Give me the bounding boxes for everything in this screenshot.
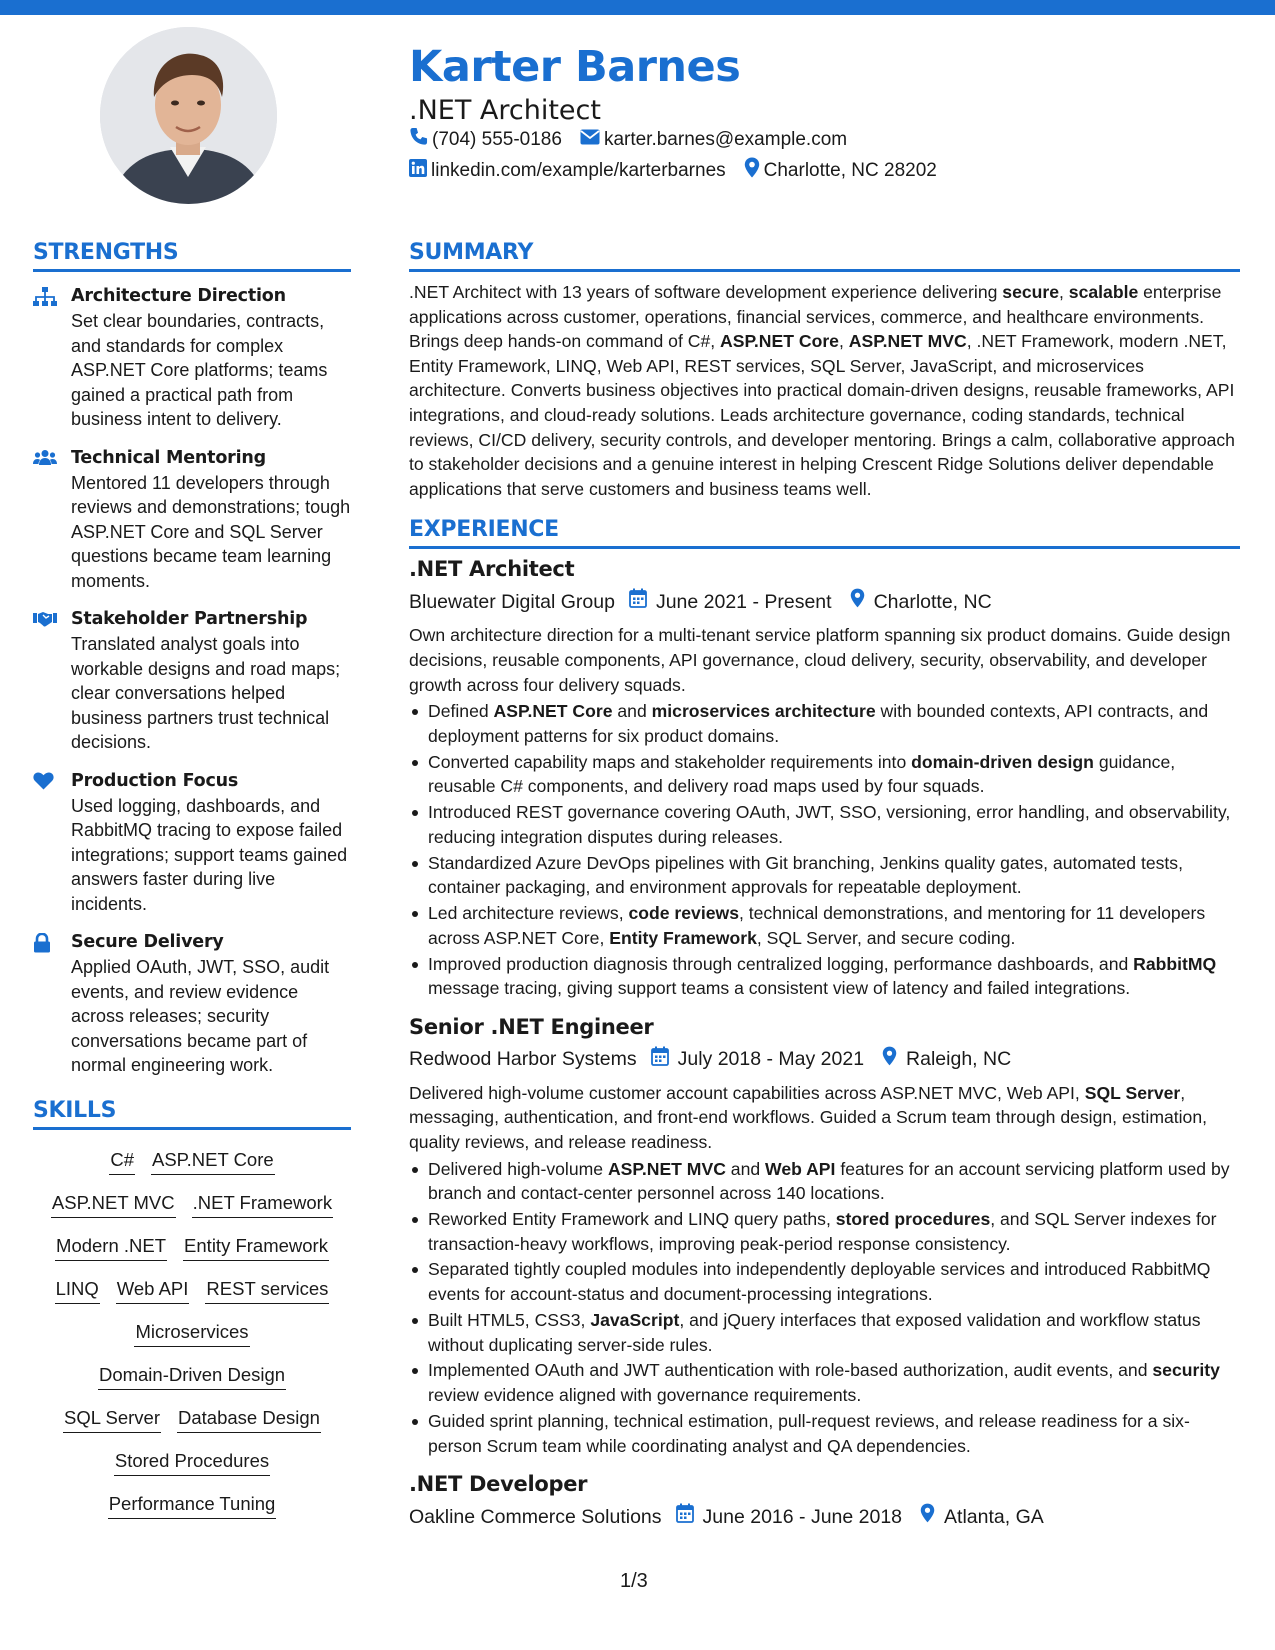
bullet-text: Guided sprint planning, technical estimation, pull-request reviews, and release readiness for a six-person Scrum team while coordinating analyst and QA dependencies.: [428, 1410, 1190, 1456]
bullet-text: Improved production diagnosis through centralized logging, performance dashboards, and: [428, 953, 1134, 974]
job-entry: [409, 555, 1240, 1000]
strength-desc: Translated analyst goals into workable designs and road maps; clear conversations helped business partners trust technical decisions.: [71, 634, 341, 752]
bullet-bold: microservices architecture: [651, 701, 876, 722]
job-dates: June 2016 - June 2018: [702, 1505, 903, 1528]
bullet-text: Separated tightly coupled modules into independently deployable services and introduced RabbitMQ events for account-status and document-processing integrations.: [428, 1259, 1211, 1305]
date-item: [651, 1046, 864, 1073]
strength-title: Architecture Direction: [71, 286, 286, 306]
job-bullets: [409, 699, 1240, 1001]
company-name: Oakline Commerce Solutions: [409, 1505, 662, 1528]
map-pin-icon: [920, 1503, 944, 1530]
contact-row-2: [409, 157, 955, 184]
email-item: [580, 129, 847, 151]
summary-part: ,: [1059, 282, 1069, 302]
company-name: Bluewater Digital Group: [409, 590, 615, 613]
bullet-bold: JavaScript: [590, 1309, 680, 1330]
bullet-text: message tracing, giving support teams a consistent view of latency and failed integrations.: [428, 978, 1131, 999]
bullet-text: , and SQL Server indexes for transaction-heavy workflows, improving peak-period response consistency.: [428, 1209, 1217, 1254]
linkedin-icon: [409, 159, 431, 183]
skill-tag: .NET Framework: [192, 1187, 333, 1218]
bullet-item: [409, 1409, 1240, 1458]
job-meta: [409, 1046, 1240, 1073]
skill-tag: Web API: [116, 1273, 190, 1304]
job-dates: June 2021 - Present: [655, 590, 832, 613]
strength-item: [33, 770, 351, 917]
job-location: Atlanta, GA: [944, 1505, 1044, 1528]
job-title: .NET Architect: [409, 557, 575, 582]
bullet-bold: domain-driven design: [911, 751, 1094, 772]
bullet-text: with bounded contexts, API contracts, and deployment patterns for six product domains.: [428, 701, 1209, 746]
strength-title: Production Focus: [71, 770, 239, 791]
bullet-bold: code reviews: [628, 903, 739, 924]
job-meta: [409, 1503, 1240, 1530]
bullet-item: [409, 750, 1240, 799]
company-name: Redwood Harbor Systems: [409, 1048, 637, 1071]
bullet-item: [409, 1157, 1240, 1206]
summary-text: [409, 280, 1240, 501]
skill-tag: REST services: [205, 1273, 329, 1304]
strength-title: Technical Mentoring: [71, 447, 266, 468]
bullet-bold: ASP.NET Core: [493, 701, 613, 722]
skill-tag: LINQ: [55, 1273, 100, 1304]
calendar-icon: [651, 1046, 678, 1073]
bullet-text: features for an account servicing platform used by branch and contact-center personnel across 140 locations.: [428, 1158, 1230, 1204]
map-pin-icon: [850, 588, 874, 615]
location-meta: [920, 1503, 1044, 1530]
right-column: [409, 240, 1240, 1530]
heart-icon: [33, 770, 71, 917]
phone-item: [409, 127, 562, 152]
bullet-item: [409, 1207, 1240, 1256]
candidate-name: Karter Barnes: [409, 42, 741, 92]
calendar-icon: [629, 588, 656, 615]
page-number: 1/3: [620, 1570, 648, 1592]
summary-bold: ASP.NET Core: [720, 331, 839, 352]
phone-icon: [409, 127, 432, 152]
location-meta: [882, 1046, 1011, 1073]
summary-part: , .NET Framework, modern .NET, Entity Framework, LINQ, Web API, REST services, SQL Server, JavaScript, and microservices architecture. Converts business objectives into practical domain-driven designs, reusable frameworks, API integrations, and cloud-ready solutions. Leads architecture governance, coding standards, technical reviews, CI/CD delivery, security controls, and developer mentoring. Brings a calm, collaborative approach to stakeholder decisions and a genuine interest in helping Crescent Ridge Solutions deliver dependable applications that serve customers and business teams well.: [409, 331, 1235, 499]
bullet-text: Implemented OAuth and JWT authentication with role-based authorization, audit events, and: [428, 1360, 1153, 1381]
skill-tag: Modern .NET: [55, 1230, 167, 1261]
candidate-title: .NET Architect: [409, 95, 601, 126]
skill-tag: SQL Server: [63, 1402, 161, 1433]
strength-item: [33, 931, 351, 1078]
bullet-text: Defined: [428, 701, 494, 722]
bullet-bold: security: [1152, 1360, 1220, 1381]
bullet-text: Standardized Azure DevOps pipelines with Git branching, Jenkins quality gates, automated tests, container packaging, and environment approvals for repeatable deployment.: [428, 852, 1183, 898]
map-pin-icon: [744, 157, 764, 184]
desc-text: Delivered high-volume customer account capabilities across ASP.NET MVC, Web API,: [409, 1082, 1085, 1103]
summary-bold: secure: [1002, 282, 1060, 302]
bullet-item: [409, 952, 1240, 1001]
summary-bold: ASP.NET MVC: [848, 331, 967, 352]
bullet-item: [409, 851, 1240, 900]
summary-part: ,: [838, 331, 849, 352]
job-entry: [409, 1013, 1240, 1458]
contact-row-1: [409, 127, 865, 152]
linkedin-text[interactable]: linkedin.com/example/karterbarnes: [431, 159, 726, 181]
summary-part: .NET Architect with 13 years of software development experience delivering: [409, 282, 1003, 302]
strength-item: [33, 447, 351, 594]
job-description: Own architecture direction for a multi-tenant service platform spanning six product domains. Guide design decisions, reusable components, API governance, cloud delivery, security, observability, and developer growth across four delivery squads.: [409, 625, 1231, 695]
summary-part: enterprise applications across customer, operations, financial services, commerce, and healthcare environments. Brings deep hands-on command of C#,: [409, 282, 1222, 352]
phone-text[interactable]: (704) 555-0186: [432, 128, 562, 150]
bullet-text: Built HTML5, CSS3,: [428, 1309, 591, 1330]
bullet-bold: Entity Framework: [609, 927, 757, 948]
skills-heading: SKILLS: [33, 1098, 351, 1130]
linkedin-item: [409, 159, 726, 183]
bullet-text: review evidence aligned with governance requirements.: [428, 1385, 862, 1406]
bullet-text: Introduced REST governance covering OAuth, JWT, SSO, versioning, error handling, and observability, reducing integration disputes during releases.: [428, 802, 1231, 847]
bullet-text: , and jQuery interfaces that exposed validation and workflow status without duplicating server-side rules.: [428, 1309, 1201, 1355]
desc-text: , messaging, authentication, and front-end workflows. Guided a Scrum team through design, estimation, quality reviews, and release readiness.: [409, 1082, 1208, 1152]
skill-tag: Performance Tuning: [108, 1488, 277, 1519]
desc-bold: SQL Server: [1084, 1082, 1181, 1103]
left-column: [33, 240, 351, 1525]
profile-photo: [100, 27, 277, 204]
bullet-text: Led architecture reviews,: [428, 903, 629, 924]
location-item: [744, 157, 937, 184]
location-text: Charlotte, NC 28202: [763, 159, 937, 181]
map-pin-icon: [882, 1046, 906, 1073]
summary-bold: scalable: [1068, 282, 1139, 302]
calendar-icon: [676, 1503, 703, 1530]
location-meta: [850, 588, 992, 615]
strength-item: [33, 285, 351, 432]
bullet-item: [409, 1308, 1240, 1357]
skills-list: [33, 1138, 351, 1525]
skill-tag: Stored Procedures: [114, 1445, 270, 1476]
strength-title: Secure Delivery: [71, 932, 224, 952]
email-text[interactable]: karter.barnes@example.com: [603, 128, 848, 150]
job-location: Charlotte, NC: [873, 590, 992, 613]
envelope-icon: [580, 129, 604, 151]
bullet-text: and: [725, 1158, 766, 1179]
bullet-item: [409, 699, 1240, 748]
bullet-bold: stored procedures: [835, 1209, 991, 1229]
bullet-text: and: [612, 701, 652, 722]
bullet-text: , SQL Server, and secure coding.: [756, 927, 1016, 948]
date-item: [676, 1503, 903, 1530]
skill-tag: Database Design: [177, 1402, 321, 1433]
users-icon: [33, 447, 71, 594]
strength-title: Stakeholder Partnership: [71, 609, 308, 629]
bullet-text: guidance, reusable C# components, and delivery road maps used by four squads.: [428, 751, 1176, 797]
bullet-bold: ASP.NET MVC: [607, 1158, 726, 1179]
bullet-bold: RabbitMQ: [1133, 953, 1217, 974]
bullet-text: , technical demonstrations, and mentoring for 11 developers across ASP.NET Core,: [428, 903, 1206, 948]
bullet-item: [409, 1257, 1240, 1306]
experience-heading: EXPERIENCE: [409, 517, 1240, 549]
skill-tag: C#: [109, 1144, 135, 1175]
skill-tag: ASP.NET MVC: [51, 1187, 176, 1218]
handshake-icon: [33, 608, 71, 755]
strengths-heading: STRENGTHS: [33, 240, 351, 272]
date-item: [629, 588, 832, 615]
job-meta: [409, 588, 1240, 615]
job-dates: July 2018 - May 2021: [677, 1048, 865, 1071]
skill-tag: Entity Framework: [183, 1230, 329, 1261]
bullet-item: [409, 901, 1240, 950]
skill-tag: Microservices: [134, 1316, 249, 1347]
strength-desc: Set clear boundaries, contracts, and standards for complex ASP.NET Core platforms; teams gained a practical path from business intent to delivery.: [71, 311, 328, 429]
strength-item: [33, 608, 351, 755]
job-bullets: [409, 1157, 1240, 1459]
strength-desc: Mentored 11 developers through reviews and demonstrations; tough ASP.NET Core and SQL Server questions became team learning moments.: [71, 472, 351, 591]
job-title: .NET Developer: [409, 1472, 588, 1497]
strength-desc: Used logging, dashboards, and RabbitMQ tracing to expose failed integrations; support teams gained answers faster during live incidents.: [71, 795, 348, 914]
bullet-item: [409, 800, 1240, 849]
strength-desc: Applied OAuth, JWT, SSO, audit events, and review evidence across releases; security conversations became part of normal engineering work.: [71, 957, 330, 1075]
job-location: Raleigh, NC: [906, 1048, 1012, 1071]
bullet-bold: Web API: [765, 1158, 836, 1179]
skill-tag: Domain-Driven Design: [98, 1359, 286, 1390]
sitemap-icon: [33, 285, 71, 432]
bullet-text: Delivered high-volume: [428, 1158, 608, 1179]
bullet-item: [409, 1358, 1240, 1407]
skill-tag: ASP.NET Core: [151, 1144, 275, 1175]
job-description: [409, 1081, 1240, 1155]
bullet-text: Reworked Entity Framework and LINQ query paths,: [428, 1209, 836, 1229]
bullet-text: Converted capability maps and stakeholder requirements into: [428, 751, 912, 772]
top-accent-bar: [0, 0, 1275, 15]
job-entry: [409, 1470, 1240, 1530]
lock-icon: [33, 931, 71, 1078]
summary-heading: SUMMARY: [409, 240, 1240, 272]
job-title: Senior .NET Engineer: [409, 1014, 654, 1039]
